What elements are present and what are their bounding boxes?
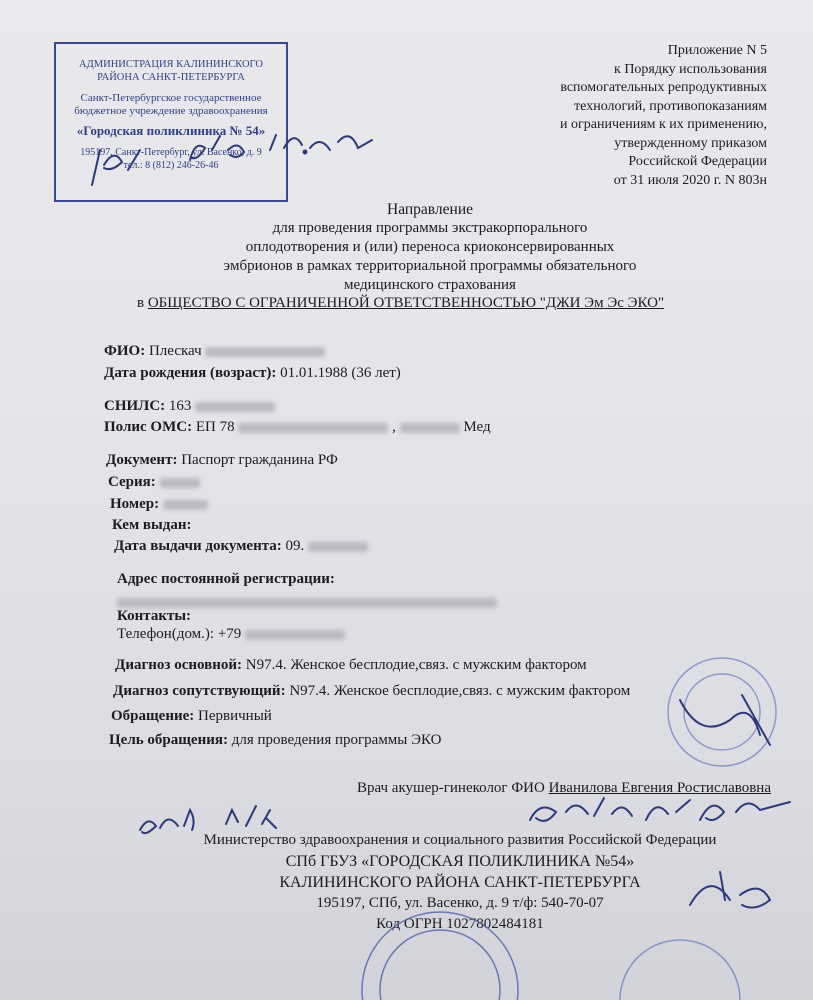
title-line-3: оплодотворения и (или) переноса криоконсервированных [245, 239, 615, 255]
snils-value: 163 [168, 398, 192, 414]
stamp-line-3: Санкт-Петербургское государственное [80, 92, 262, 104]
phone-row [117, 626, 345, 643]
title-line-2: для проведения программы экстракорпорального [272, 220, 588, 236]
document-title [120, 200, 740, 295]
issue-date-label: Дата выдачи документа: [114, 538, 282, 554]
appendix-line-1: Приложение N 5 [667, 43, 767, 58]
footer-line-1: Министерство здравоохранения и социального развития Российской Федерации [203, 832, 717, 848]
contacts-row [117, 608, 191, 625]
fio-label: ФИО: [104, 343, 146, 359]
number-row [110, 496, 208, 513]
appendix-line-3: вспомогательных репродуктивных [560, 80, 767, 95]
purpose-value: для проведения программы ЭКО [231, 732, 442, 748]
org-name: ОБЩЕСТВО С ОГРАНИЧЕННОЙ ОТВЕТСТВЕННОСТЬЮ "ДЖИ Эм Эс ЭКО" [147, 295, 665, 311]
stamp-line-2: РАЙОНА САНКТ-ПЕТЕРБУРГА [97, 72, 245, 83]
target-organization [137, 295, 664, 312]
redaction [117, 598, 497, 608]
appendix-header [560, 42, 767, 190]
redaction [308, 542, 368, 552]
redaction [238, 423, 388, 433]
main-diagnosis-row [115, 657, 587, 674]
stamp-line-6: 195197, Санкт-Петербург, ул. Васенко, д. 9 [80, 147, 262, 158]
footer-line-2: СПб ГБУЗ «ГОРОДСКАЯ ПОЛИКЛИНИКА №54» [285, 853, 635, 870]
appendix-line-4: технологий, противопоказаниям [574, 98, 767, 114]
title-line-1: Направление [387, 201, 473, 218]
secondary-diagnosis-row [113, 683, 630, 700]
issued-by-row [112, 517, 191, 534]
title-line-4: эмбрионов в рамках территориальной программы обязательного [223, 258, 637, 274]
oms-row: Полис ОМС: ЕП 78 , Мед [104, 419, 491, 435]
fio-value: Плескач [148, 343, 202, 359]
redaction [245, 630, 345, 640]
snils-row [104, 398, 275, 415]
series-label: Серия: [108, 474, 156, 490]
number-label: Номер: [110, 496, 160, 512]
dob-row [104, 365, 401, 382]
appendix-line-7: Российской Федерации [628, 154, 767, 169]
appendix-line-8: от 31 июля 2020 г. N 803н [613, 172, 767, 188]
main-diagnosis-label: Диагноз основной: [115, 657, 243, 673]
doc-label: Документ: [106, 452, 178, 468]
redaction [400, 423, 460, 433]
footer-line-4: 195197, СПб, ул. Васенко, д. 9 т/ф: 540-70-07 [316, 895, 604, 911]
address-label: Адрес постоянной регистрации: [117, 571, 335, 587]
redaction [205, 347, 325, 357]
phone-label: Телефон(дом.): [117, 626, 215, 642]
stamp-line-5: «Городская поликлиника № 54» [76, 123, 266, 138]
main-diagnosis-value: N97.4. Женское бесплодие,связ. с мужским фактором [245, 657, 587, 673]
dob-label: Дата рождения (возраст): [104, 365, 277, 381]
snils-label: СНИЛС: [104, 398, 166, 414]
visit-type-row [111, 708, 272, 725]
redaction [195, 402, 275, 412]
secondary-diagnosis-value: N97.4. Женское бесплодие,связ. с мужским фактором [289, 683, 631, 699]
stamp-line-1: АДМИНИСТРАЦИЯ КАЛИНИНСКОГО [79, 59, 263, 70]
issued-by-label: Кем выдан: [112, 517, 192, 533]
title-line-5: медицинского страхования [344, 277, 516, 293]
footer-stamp [150, 830, 770, 935]
address-row [117, 571, 335, 588]
doctor-name: Иванилова Евгения Ростиславовна [548, 780, 771, 796]
fio-row [104, 343, 325, 360]
appendix-line-2: к Порядку использования [614, 61, 767, 77]
oms-value: ЕП 78 [195, 419, 235, 435]
round-seal-corner-icon [620, 940, 740, 1000]
oms-insurer: Мед [463, 419, 491, 435]
footer-line-5: Код ОГРН 1027802484181 [376, 916, 544, 932]
doc-value: Паспорт гражданина РФ [181, 452, 338, 468]
document-row [106, 452, 338, 469]
appendix-line-6: утвержденному приказом [614, 135, 767, 151]
issue-date-row [114, 538, 368, 555]
stamp-line-4: бюджетное учреждение здравоохранения [74, 105, 268, 117]
round-seal-right-icon [668, 658, 776, 766]
visit-type-label: Обращение: [111, 708, 195, 724]
institution-stamp [54, 42, 288, 202]
purpose-row [109, 732, 442, 749]
redaction [163, 500, 208, 510]
stamp-line-7: тел.: 8 (812) 246-26-46 [123, 160, 219, 171]
seal-signature-icon [680, 695, 770, 745]
contacts-label: Контакты: [117, 608, 192, 624]
visit-type-value: Первичный [198, 708, 272, 724]
redaction [160, 478, 200, 488]
phone-value: +79 [217, 626, 242, 642]
secondary-diagnosis-label: Диагноз сопутствующий: [113, 683, 286, 699]
footer-line-3: КАЛИНИНСКОГО РАЙОНА САНКТ-ПЕТЕРБУРГА [279, 874, 641, 891]
doctor-label: Врач акушер-гинеколог ФИО [356, 780, 545, 796]
appendix-line-5: и ограничениям к их применению, [560, 117, 767, 132]
series-row [108, 474, 200, 491]
org-prefix: в [137, 295, 145, 311]
signature-icon [530, 798, 790, 821]
issue-date-value: 09. [285, 538, 305, 554]
oms-label: Полис ОМС: [104, 419, 193, 435]
dob-value: 01.01.1988 (36 лет) [280, 365, 401, 381]
doctor-row [357, 780, 771, 797]
purpose-label: Цель обращения: [109, 732, 228, 748]
